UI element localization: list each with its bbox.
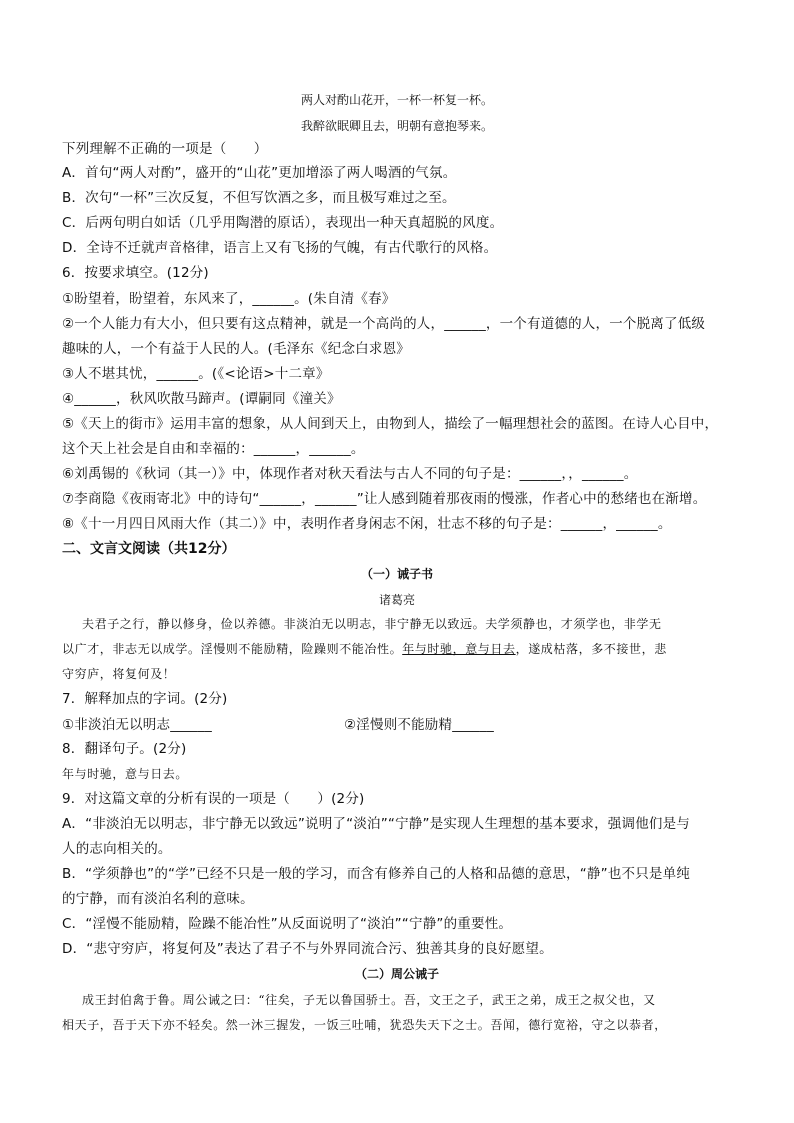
q6-item-3: ③人不堪其忧，______。(《<论语>十二章》: [62, 366, 330, 382]
poem-line-1: 两人对酌山花开，一杯一杯复一杯。: [300, 93, 493, 107]
q5-option-c: C．后两句明白如话（几乎用陶潜的原话），表现出一种天真超脱的风度。: [62, 215, 504, 231]
passage-2-line-2: 相天子，吾于天下亦不轻矣。然一沐三握发，一饭三吐哺，犹恐失天下之士。吾闻，德行宽裕，守之以恭者，: [62, 1018, 667, 1032]
q6-item-4: ④______，秋风吹散马蹄声。(谭嗣同《潼关》: [62, 391, 341, 407]
q6-item-5a: ⑤《天上的街市》运用丰富的想象，从人间到天上，由物到人，描绘了一幅理想社会的蓝图。在诗人心目中，: [62, 416, 719, 432]
q5-option-d: D．全诗不迁就声音格律，语言上又有飞扬的气魄，有古代歌行的风格。: [62, 240, 498, 256]
q6-item-5b: 这个天上社会是自由和幸福的：______，______。: [62, 441, 365, 457]
q6-item-6: ⑥刘禹锡的《秋词（其一）》中，体现作者对秋天看法与古人不同的句子是：______，，______。: [62, 466, 638, 482]
q9-option-d: D．“悲守穷庐，将复何及”表达了君子不与外界同流合污、独善其身的良好愿望。: [62, 941, 553, 957]
q5-option-a: A．首句“两人对酌”，盛开的“山花”更加增添了两人喝酒的气氛。: [62, 165, 457, 181]
passage-1-title: （一）诫子书: [360, 567, 433, 581]
passage-1-line-3: 守穷庐，将复何及！: [62, 667, 176, 681]
passage-1-line-2: [62, 641, 667, 657]
passage-2-title: （二）周公诫子: [354, 967, 439, 981]
q6-item-2a: ②一个人能力有大小，但只要有这点精神，就是一个高尚的人，______，一个有道德的人，一个脱离了低级: [62, 316, 706, 332]
q8-stem: 8．翻译句子。(2分): [62, 741, 187, 757]
q9-option-c: C．“淫慢不能励精，险躁不能冶性”从反面说明了“淡泊”“宁静”的重要性。: [62, 916, 513, 932]
q6-item-8: ⑧《十一月四日风雨大作（其二）》中，表明作者身闲志不闲，壮志不移的句子是：______，______。: [62, 516, 672, 532]
q9-option-b-2: 的宁静，而有淡泊名利的意味。: [62, 891, 254, 907]
q9-stem: 9．对这篇文章的分析有误的一项是（ ）(2分): [62, 791, 365, 807]
passage-1-line-2-text: 以广才，非志无以成学。淫慢则不能励精，险躁则不能冶性。: [62, 642, 403, 656]
q6-item-7: ⑦李商隐《夜雨寄北》中的诗句“______，______”让人感到随着那夜雨的慢涨，作者心中的愁绪也在渐增。: [62, 491, 707, 507]
q8-sentence: 年与时驰，意与日去。: [62, 767, 189, 781]
passage-1-underlined-sentence: 年与时驰，意与日去: [402, 642, 516, 656]
q9-option-a-1: A．“非淡泊无以明志，非宁静无以致远”说明了“淡泊”“宁静”是实现人生理想的基本要求，强调他们是与: [62, 816, 690, 832]
q9-option-a-2: 人的志向相关的。: [62, 841, 172, 857]
q9-option-b-1: B．“学须静也”的“学”已经不只是一般的学习，而含有修养自己的人格和品德的意思，“静”也不只是单纯: [62, 866, 691, 882]
q7-items: [62, 716, 662, 734]
passage-1-line-1: 夫君子之行，静以修身，俭以养德。非淡泊无以明志，非宁静无以致远。夫学须静也，才须学也，非学无: [82, 617, 662, 631]
q7-item-b: ②淫慢则不能励精______: [344, 717, 494, 733]
q6-item-1: ①盼望着，盼望着，东风来了，______。(朱自清《春》: [62, 291, 396, 307]
q5-stem: 下列理解不正确的一项是（ ）: [62, 141, 268, 157]
q7-stem: 7．解释加点的字词。(2分): [62, 691, 228, 707]
passage-2-line-1: 成王封伯禽于鲁。周公诫之曰：“往矣，子无以鲁国骄士。吾，文王之子，武王之弟，成王之叔父也，又: [82, 993, 656, 1007]
q5-option-b: B．次句“一杯”三次反复，不但写饮酒之多，而且极写难过之至。: [62, 190, 456, 206]
q6-item-2b: 趣味的人，一个有益于人民的人。(毛泽东《纪念白求恩》: [62, 341, 410, 357]
poem-line-2: 我醉欲眠卿且去，明朝有意抱琴来。: [300, 119, 493, 133]
passage-1-line-2-cont: ，遂成枯落，多不接世，悲: [515, 642, 667, 656]
passage-1-author: 诸葛亮: [378, 593, 415, 607]
q7-item-a: ①非淡泊无以明志______: [62, 717, 212, 733]
section-2-heading: 二、文言文阅读（共12分）: [62, 541, 236, 557]
q6-stem: 6．按要求填空。(12分): [62, 265, 209, 281]
